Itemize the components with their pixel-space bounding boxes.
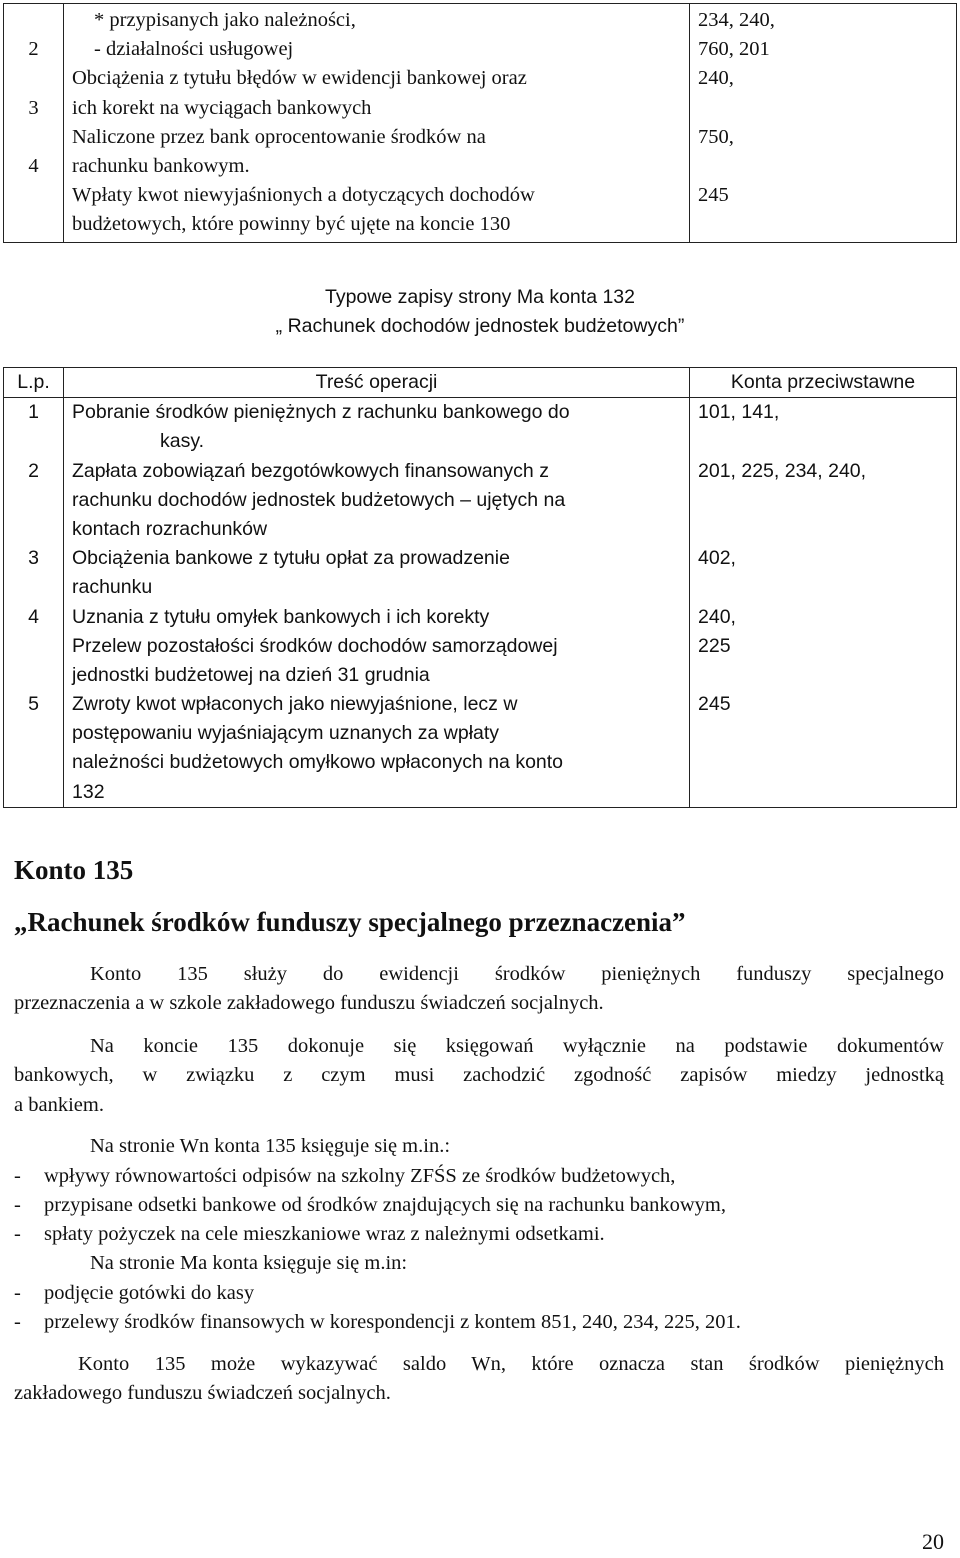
account-numbers: 750,: [698, 125, 734, 148]
account-numbers: 240,: [698, 67, 734, 90]
operation-line: należności budżetowych omyłkowo wpłaconych na konto: [72, 751, 564, 774]
account-numbers: 240,: [698, 605, 736, 628]
top-table: [3, 3, 957, 243]
operation-line: kontach rozrachunków: [72, 517, 268, 540]
paragraph-line: Konto 135 służy do ewidencji środków pieniężnych funduszy specjalnego: [90, 963, 944, 985]
row-number: 3: [28, 96, 39, 119]
list-item: [14, 1191, 726, 1220]
paragraph-line: a bankiem.: [14, 1093, 104, 1116]
wn-intro: Na stronie Wn konta 135 księguje się m.in.:: [90, 1135, 451, 1157]
account-numbers: 101, 141,: [698, 401, 780, 424]
table-title-line-2: „ Rachunek dochodów jednostek budżetowych”: [275, 315, 685, 338]
operations-table: [3, 367, 957, 808]
list-dash: -: [14, 1194, 21, 1216]
operation-line: rachunku: [72, 576, 153, 599]
account-numbers: 201, 225, 234, 240,: [698, 459, 867, 482]
account-numbers: 245: [698, 184, 729, 207]
page-number: 20: [922, 1529, 944, 1554]
list-dash: -: [14, 1165, 21, 1187]
list-dash: -: [14, 1282, 21, 1304]
account-numbers: 760, 201: [698, 38, 770, 61]
row-number: 2: [28, 459, 39, 482]
list-item-text: przelewy środków finansowych w korespondencji z kontem 851, 240, 234, 225, 201.: [44, 1311, 741, 1333]
accounts-column: [690, 4, 957, 243]
list-item: [14, 1279, 254, 1308]
list-item-text: podjęcie gotówki do kasy: [44, 1282, 255, 1304]
operation-line: Zwroty kwot wpłaconych jako niewyjaśnione, lecz w: [72, 693, 518, 716]
header-content: Treść operacji: [64, 368, 690, 398]
operation-line: Pobranie środków pieniężnych z rachunku bankowego do: [72, 401, 570, 424]
table-title-line-1: Typowe zapisy strony Ma konta 132: [325, 286, 635, 308]
table-row: [4, 398, 957, 808]
header-accounts: Konta przeciwstawne: [690, 368, 957, 398]
row-number-column: [4, 4, 64, 243]
operation-line: jednostki budżetowej na dzień 31 grudnia: [72, 663, 430, 686]
operation-line: rachunku bankowym.: [72, 154, 250, 177]
operation-line: * przypisanych jako należności,: [94, 9, 356, 31]
operation-line: Przelew pozostałości środków dochodów samorządowej: [72, 634, 558, 657]
ma-intro: Na stronie Ma konta księguje się m.in:: [90, 1252, 408, 1274]
row-number: 4: [28, 154, 39, 177]
list-item-text: wpływy równowartości odpisów na szkolny ZFŚS ze środków budżetowych,: [44, 1165, 676, 1187]
list-item: [14, 1308, 741, 1337]
list-dash: -: [14, 1311, 21, 1333]
section-subheading: „Rachunek środków funduszy specjalnego przeznaczenia”: [14, 907, 686, 937]
paragraph-line: zakładowego funduszu świadczeń socjalnych.: [14, 1382, 391, 1405]
operation-line: kasy.: [160, 430, 205, 453]
operation-line: Obciążenia bankowe z tytułu opłat za prowadzenie: [72, 547, 510, 570]
paragraph-2: [14, 1032, 944, 1120]
operation-line: - działalności usługowej: [94, 38, 294, 61]
operation-line: Uznania z tytułu omyłek bankowych i ich korekty: [72, 605, 490, 628]
row-number: 4: [28, 605, 39, 628]
operation-line: Obciążenia z tytułu błędów w ewidencji bankowej oraz: [72, 67, 527, 90]
list-item: [14, 1220, 605, 1249]
operation-line: Zapłata zobowiązań bezgotówkowych finansowanych z: [72, 459, 549, 482]
paragraph-line: Konto 135 może wykazywać saldo Wn, które oznacza stan środków pieniężnych: [78, 1353, 944, 1375]
operation-line: Wpłaty kwot niewyjaśnionych a dotyczących dochodów: [72, 184, 535, 207]
header-lp: L.p.: [4, 368, 64, 398]
row-number: 1: [28, 401, 39, 424]
table-header-row: [4, 368, 957, 398]
paragraph-line: Na koncie 135 dokonuje się księgowań wyłącznie na podstawie dokumentów: [90, 1035, 944, 1057]
row-number: 3: [28, 547, 39, 570]
paragraph-line: przeznaczenia a w szkole zakładowego funduszu świadczeń socjalnych.: [14, 992, 604, 1015]
list-item: [14, 1162, 675, 1191]
operation-description-column: [64, 4, 690, 243]
paragraph-1: [14, 960, 944, 1019]
account-numbers: 245: [698, 693, 731, 716]
operation-line: 132: [72, 780, 105, 803]
account-numbers: 234, 240,: [698, 9, 775, 31]
operation-line: postępowaniu wyjaśniającym uznanych za wpłaty: [72, 722, 500, 745]
table-title: [0, 283, 960, 341]
operation-line: rachunku dochodów jednostek budżetowych – ujętych na: [72, 488, 566, 511]
paragraph-line: bankowych, w związku z czym musi zachodzić zgodność zapisów miedzy jednostką: [14, 1064, 944, 1087]
row-number-column: [4, 398, 64, 808]
operation-line: ich korekt na wyciągach bankowych: [72, 96, 372, 119]
account-numbers: 402,: [698, 547, 736, 570]
account-numbers: 225: [698, 634, 731, 657]
row-number: 5: [28, 693, 39, 716]
list-item-text: przypisane odsetki bankowe od środków znajdujących się na rachunku bankowym,: [44, 1194, 727, 1216]
operation-description-column: [64, 398, 690, 808]
operation-line: budżetowych, które powinny być ujęte na koncie 130: [72, 213, 511, 236]
section-heading: Konto 135: [14, 855, 134, 885]
operation-line: Naliczone przez bank oprocentowanie środków na: [72, 125, 486, 148]
row-number: 2: [28, 38, 39, 61]
paragraph-3: [14, 1350, 944, 1409]
table-row: [4, 4, 957, 243]
list-dash: -: [14, 1223, 21, 1245]
accounts-column: [690, 398, 957, 808]
list-item-text: spłaty pożyczek na cele mieszkaniowe wraz z należnymi odsetkami.: [44, 1223, 605, 1245]
